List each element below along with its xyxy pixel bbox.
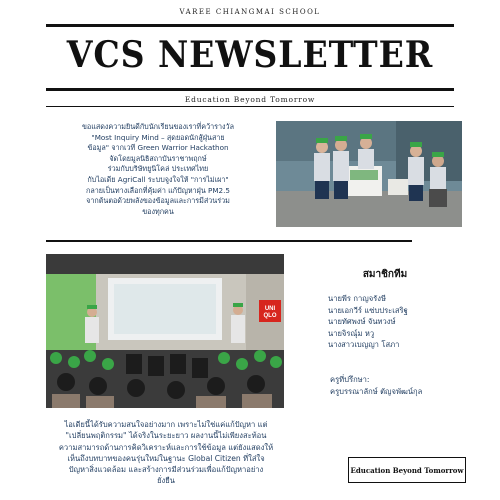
event-photo — [46, 254, 284, 408]
section-rule — [46, 240, 412, 242]
newsletter-title: VCS NEWSLETTER — [66, 34, 434, 76]
team-member: นายจิรณุ์ม หวู — [328, 328, 375, 338]
intro-line: ร่วมกับบริษัทยูนิโคล่ ประเทศไทย — [107, 164, 209, 174]
top-rule — [46, 24, 454, 27]
team-member: นายพีร กาญจรังษี — [328, 294, 386, 303]
closing-line: เห็นถึงบทบาทของคนรุ่นใหม่ในฐานะ Global Citizen ที่ใส่ใจ — [67, 453, 265, 463]
advisor-label: ครูที่ปรึกษา: — [330, 375, 370, 384]
team-heading: สมาชิกทีม — [362, 269, 408, 280]
intro-line: ขอแสดงความยินดีกับนักเรียนของเราที่คว้ารางวัล — [81, 122, 234, 131]
masthead-rule-bottom — [46, 88, 454, 91]
team-members-list — [328, 293, 408, 351]
team-photo-illustration — [276, 121, 462, 227]
closing-paragraph — [40, 419, 292, 487]
advisor-block — [330, 374, 422, 397]
uniqlo-sign: UNI QLO — [263, 306, 277, 319]
school-name: VAREE CHIANGMAI SCHOOL — [179, 8, 321, 16]
team-member: นายทัศพงษ์ จันทวงษ์ — [328, 317, 396, 327]
intro-line: กลายเป็นทางเลือกที่คุ้มค่า แก้ปัญหาฝุ่น PM2.5 — [86, 185, 230, 195]
advisor-name: ครูบรรณาลักษ์ ตัญจพัฒน์กุล — [330, 386, 423, 396]
tagline-rule — [46, 106, 454, 107]
intro-line: ข้อมูล" จากเวที Green Warrior Hackathon — [87, 143, 229, 153]
event-photo-illustration — [46, 254, 284, 408]
team-member: นางสาวเบญญา โสภา — [328, 340, 400, 350]
footer-tagline-box: Education Beyond Tomorrow — [348, 457, 466, 483]
closing-line: "เปลี่ยนพฤติกรรม" ได้จริงในระยะยาว ผลงานนี้ไม่เพียงสะท้อน — [65, 431, 267, 441]
intro-line: จัดโดยมูลนิธิสถาบันราชาพฤกษ์ — [109, 153, 207, 163]
intro-paragraph — [52, 122, 264, 217]
team-photo — [276, 121, 462, 227]
intro-line: "Most Inquiry Mind – สุดยอดนักสู้ฝุ่นสาย — [91, 132, 225, 142]
closing-line: ไอเดียนี้ได้รับความสนใจอย่างมาก เพราะไม่ใช่แค่แก้ปัญหา แต่ — [64, 420, 268, 429]
closing-line: ยั่งยืน — [157, 476, 175, 486]
intro-line: ของทุกคน — [142, 206, 174, 216]
intro-line: จากต้นตอด้วยพลังของข้อมูลและการมีส่วนร่วม — [86, 196, 230, 206]
tagline: Education Beyond Tomorrow — [184, 95, 316, 104]
team-member: นายเอกวีร์ แซ่บประเสริฐ — [328, 305, 408, 315]
intro-line: กับไอเดีย AgriCall ระบบจูงใจให้ "การไม่เผา" — [87, 174, 229, 184]
closing-line: ความสามารถด้านการคิดวิเคราะห์และการใช้ข้อมูล แต่ยังแสดงให้ — [58, 442, 274, 452]
closing-line: ปัญหาสิ่งแวดล้อม และสร้างการมีส่วนร่วมเพื่อแก้ปัญหาอย่าง — [68, 465, 264, 475]
